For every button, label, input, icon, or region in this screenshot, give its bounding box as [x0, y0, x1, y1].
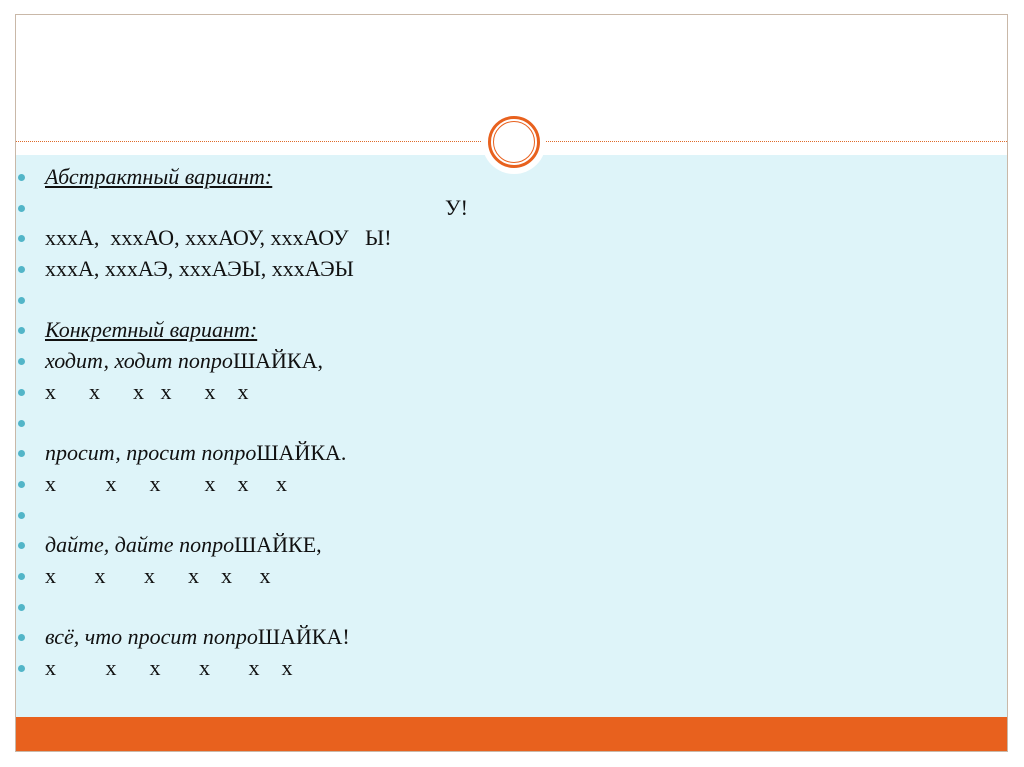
line-text: х х х х х х: [45, 655, 293, 680]
emblem-inner-ring: [493, 121, 535, 163]
bullet-line: [12, 346, 972, 377]
bullet-dot-icon: [18, 297, 25, 304]
bullet-line: [12, 223, 972, 254]
bullet-dot-icon: [18, 327, 25, 334]
bullet-line: [12, 285, 972, 316]
bullet-line: [12, 193, 972, 224]
bullet-line: [12, 592, 972, 623]
line-italic-text: просит, просит попро: [45, 440, 257, 466]
line-text: ШАЙКА.: [256, 440, 347, 466]
line-text: ШАЙКА,: [232, 348, 323, 374]
line-italic-text: ходит, ходит попро: [45, 348, 233, 374]
bullet-dot-icon: [18, 174, 25, 181]
bullet-line: [12, 500, 972, 531]
bullet-line: [12, 438, 972, 469]
bullet-line: [12, 377, 972, 408]
line-italic-text: Конкретный вариант:: [45, 317, 258, 343]
bullet-line: [12, 162, 972, 193]
line-italic-text: дайте, дайте попро: [45, 532, 235, 558]
bullet-line: [12, 254, 972, 285]
bullet-dot-icon: [18, 512, 25, 519]
bullet-dot-icon: [18, 542, 25, 549]
bullet-dot-icon: [18, 481, 25, 488]
bullet-line: [12, 315, 972, 346]
line-text: х х х х х х: [45, 470, 287, 496]
line-text: ШАЙКА!: [257, 624, 350, 650]
line-italic-text: Абстрактный вариант:: [45, 164, 273, 189]
bullet-dot-icon: [18, 235, 25, 242]
bullet-line: [12, 653, 972, 684]
bullet-line: [12, 530, 972, 561]
line-text: х х х х х х: [45, 562, 271, 588]
bullet-line: [12, 408, 972, 439]
line-text: ШАЙКЕ,: [234, 532, 322, 558]
bullet-line: [12, 561, 972, 592]
bullet-dot-icon: [18, 634, 25, 641]
bullet-dot-icon: [18, 389, 25, 396]
bullet-line: [12, 622, 972, 653]
line-italic-text: всё, что просит попро: [45, 624, 258, 650]
line-text: У!: [445, 194, 468, 220]
line-text: хххА, хххАЭ, хххАЭЫ, хххАЭЫ: [45, 256, 354, 282]
bullet-dot-icon: [18, 573, 25, 580]
bullet-dot-icon: [18, 358, 25, 365]
footer-bar: [16, 717, 1007, 752]
bullet-list: [12, 162, 972, 684]
bullet-dot-icon: [18, 604, 25, 611]
bullet-line: [12, 469, 972, 500]
bullet-dot-icon: [18, 450, 25, 457]
bullet-dot-icon: [18, 420, 25, 427]
bullet-dot-icon: [18, 205, 25, 212]
bullet-dot-icon: [18, 665, 25, 672]
line-text: хххА, хххАО, хххАОУ, хххАОУ Ы!: [45, 225, 392, 251]
bullet-dot-icon: [18, 266, 25, 273]
line-text: х х х х х х: [45, 378, 249, 404]
